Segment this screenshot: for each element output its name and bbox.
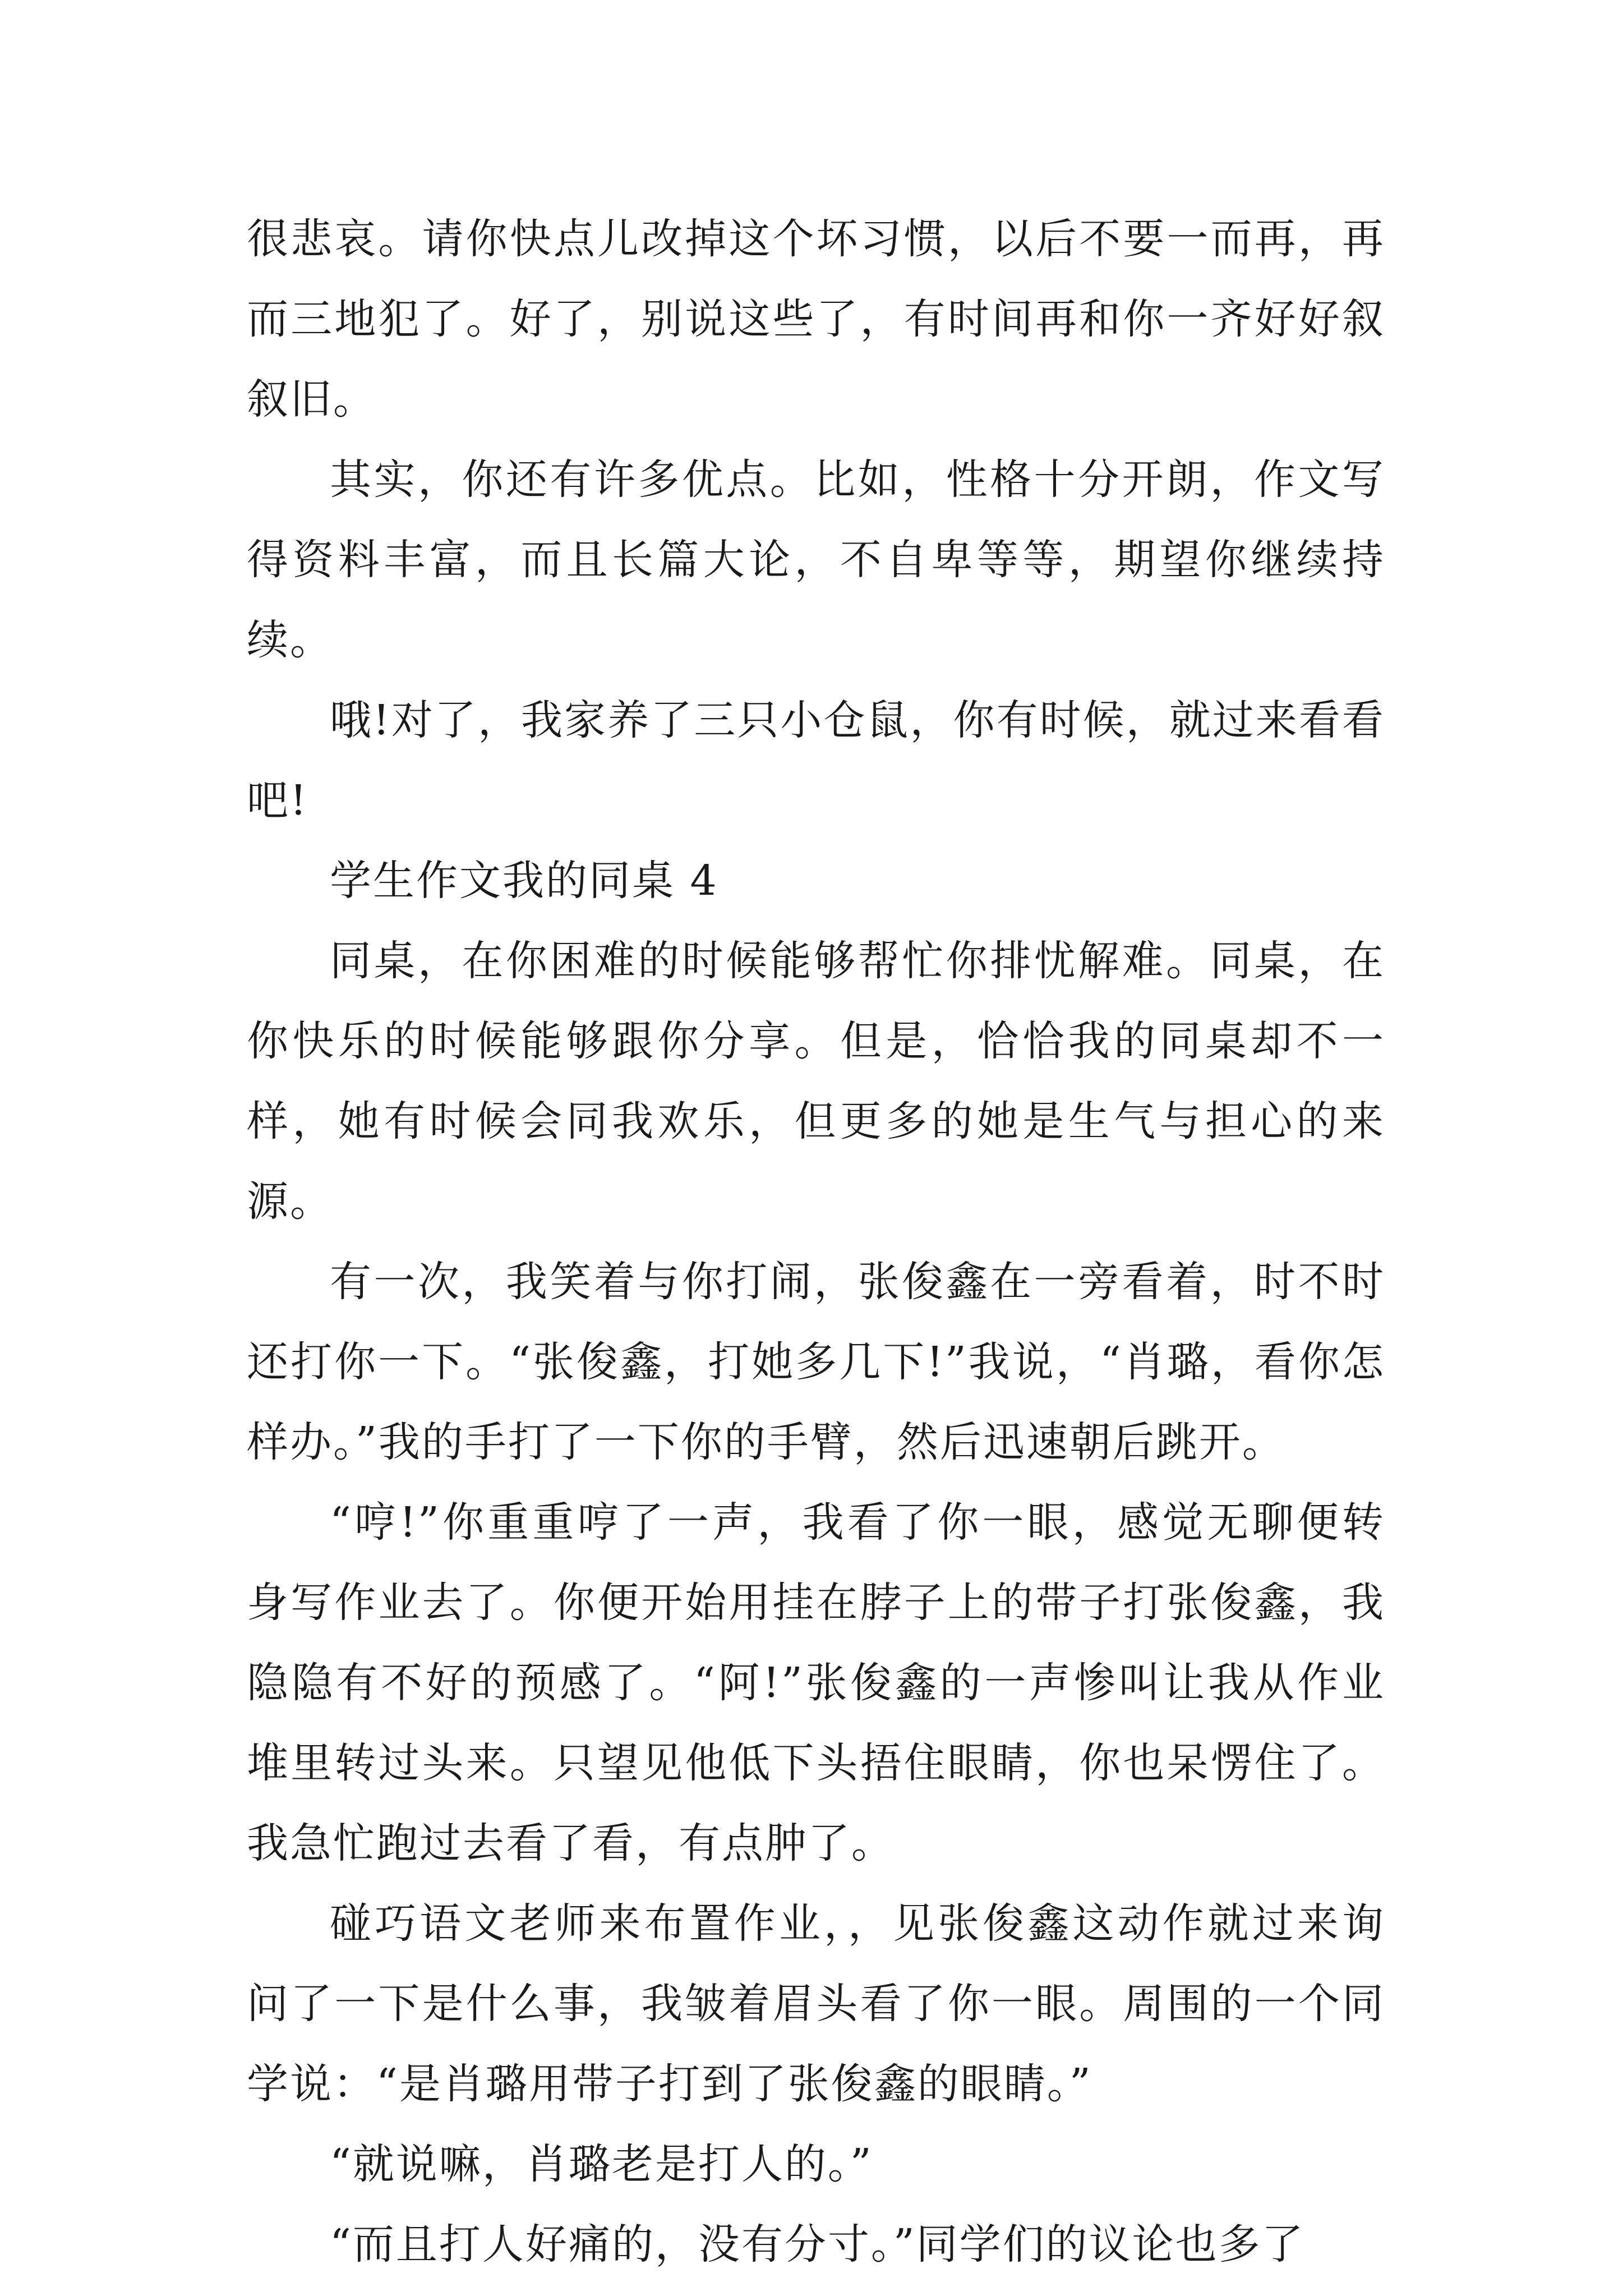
essay-heading: 学生作文我的同桌 4: [330, 857, 718, 905]
paragraph: 碰巧语文老师来布置作业，，见张俊鑫这动作就过来询问了一下是什么事，我皱着眉头看了你一眼。周围的一个同学说：“是肖璐用带子打到了张俊鑫的眼睛。”: [247, 1899, 1385, 2108]
paragraph: 其实，你还有许多优点。比如，性格十分开朗，作文写得资料丰富，而且长篇大论，不自卑等等，期望你继续持续。: [247, 455, 1385, 664]
paragraph: 同桌，在你困难的时候能够帮忙你排忧解难。同桌，在你快乐的时候能够跟你分享。但是，恰恰我的同桌却不一样，她有时候会同我欢乐，但更多的她是生气与担心的来源。: [247, 937, 1385, 1226]
paragraph: 哦!对了，我家养了三只小仓鼠，你有时候，就过来看看吧!: [247, 696, 1385, 825]
essay-body: [247, 199, 1385, 2285]
paragraph: “就说嘛，肖璐老是打人的。”: [330, 2140, 873, 2188]
paragraph: “哼!”你重重哼了一声，我看了你一眼，感觉无聊便转身写作业去了。你便开始用挂在脖子上的带子打张俊鑫，我隐隐有不好的预感了。“阿!”张俊鑫的一声惨叫让我从作业堆里转过头来。只望见他低下头捂住眼睛，你也呆愣住了。我急忙跑过去看了看，有点肿了。: [247, 1498, 1385, 1867]
paragraph: 很悲哀。请你快点儿改掉这个坏习惯，以后不要一而再，再而三地犯了。好了，别说这些了，有时间再和你一齐好好叙叙旧。: [247, 215, 1385, 424]
paragraph: 有一次，我笑着与你打闹，张俊鑫在一旁看着，时不时还打你一下。“张俊鑫，打她多几下!”我说，“肖璐，看你怎样办。”我的手打了一下你的手臂，然后迅速朝后跳开。: [247, 1258, 1385, 1466]
paragraph: “而且打人好痛的，没有分寸。”同学们的议论也多了: [330, 2220, 1305, 2269]
